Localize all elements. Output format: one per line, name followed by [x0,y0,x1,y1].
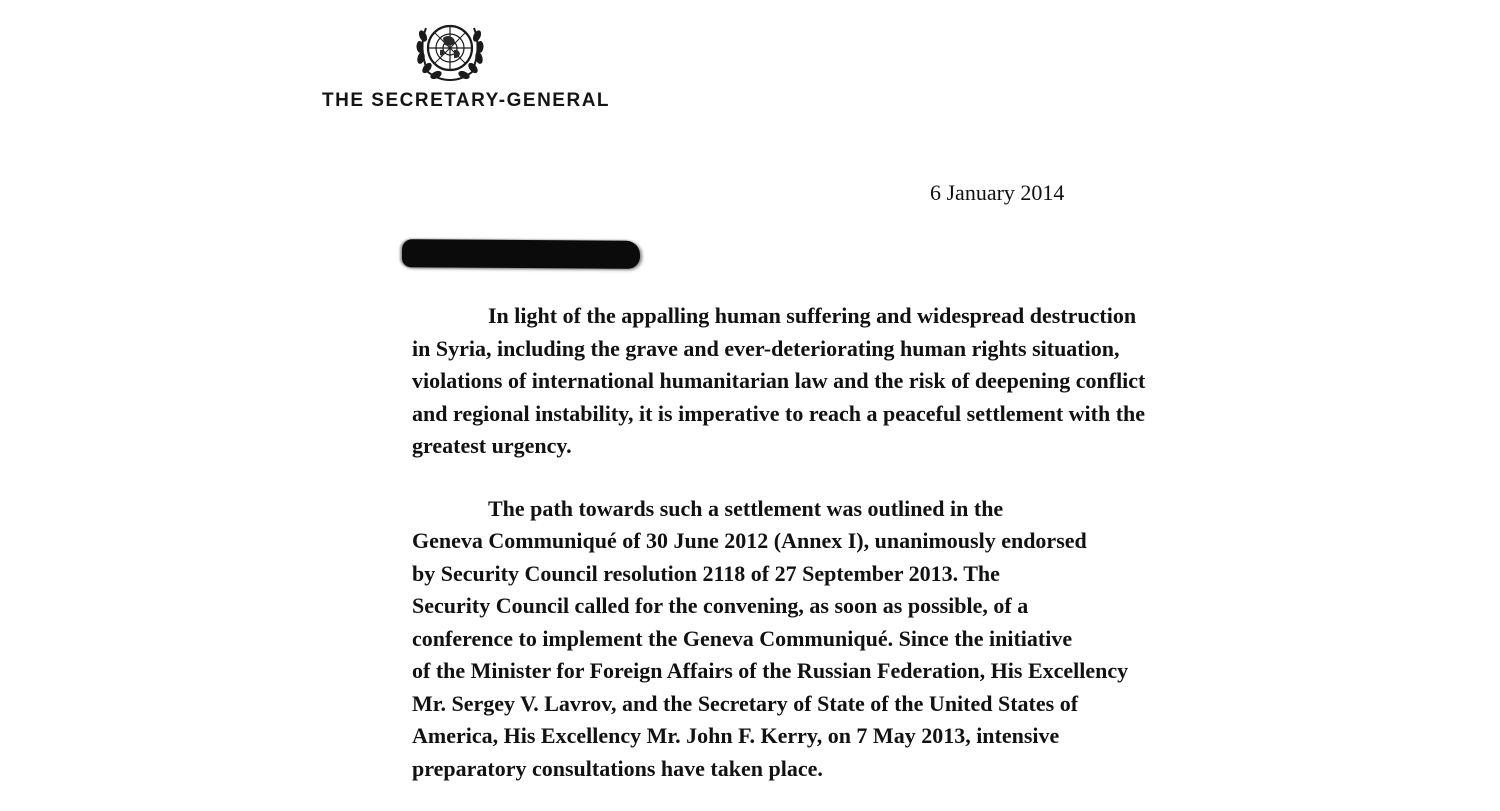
paragraph-2 [412,493,1202,786]
paragraph-1 [412,300,1202,463]
un-emblem-icon [412,14,488,86]
body-line: Mr. Sergey V. Lavrov, and the Secretary of State of the United States of [412,690,1079,716]
letter-date: 6 January 2014 [930,180,1065,205]
body-line: America, His Excellency Mr. John F. Kerry, on 7 May 2013, intensive [412,723,1060,748]
body-line: greatest urgency. [412,433,572,458]
body-line: and regional instability, it is imperative to reach a peaceful settlement with the [412,400,1146,426]
body-line: conference to implement the Geneva Communiqué. Since the initiative [412,625,1073,651]
body-line: The path towards such a settlement was outlined in the [488,495,1004,521]
body-line: violations of international humanitarian law and the risk of deepening conflict [412,368,1146,393]
body-line: by Security Council resolution 2118 of 27 September 2013. The [412,560,1000,586]
letterhead-title: THE SECRETARY-GENERAL [322,90,611,111]
body-line: Geneva Communiqué of 30 June 2012 (Annex I), unanimously endorsed [412,528,1087,553]
letter-body [412,300,1202,785]
body-line: of the Minister for Foreign Affairs of the Russian Federation, His Excellency [412,658,1129,683]
body-line: Security Council called for the convening, as soon as possible, of a [412,593,1029,618]
body-line: in Syria, including the grave and ever-deteriorating human rights situation, [412,335,1120,361]
paragraph-spacer [412,463,1202,493]
body-line: preparatory consultations have taken place. [412,755,823,781]
redacted-addressee [402,239,640,269]
body-line: In light of the appalling human suffering and widespread destruction [488,303,1137,328]
